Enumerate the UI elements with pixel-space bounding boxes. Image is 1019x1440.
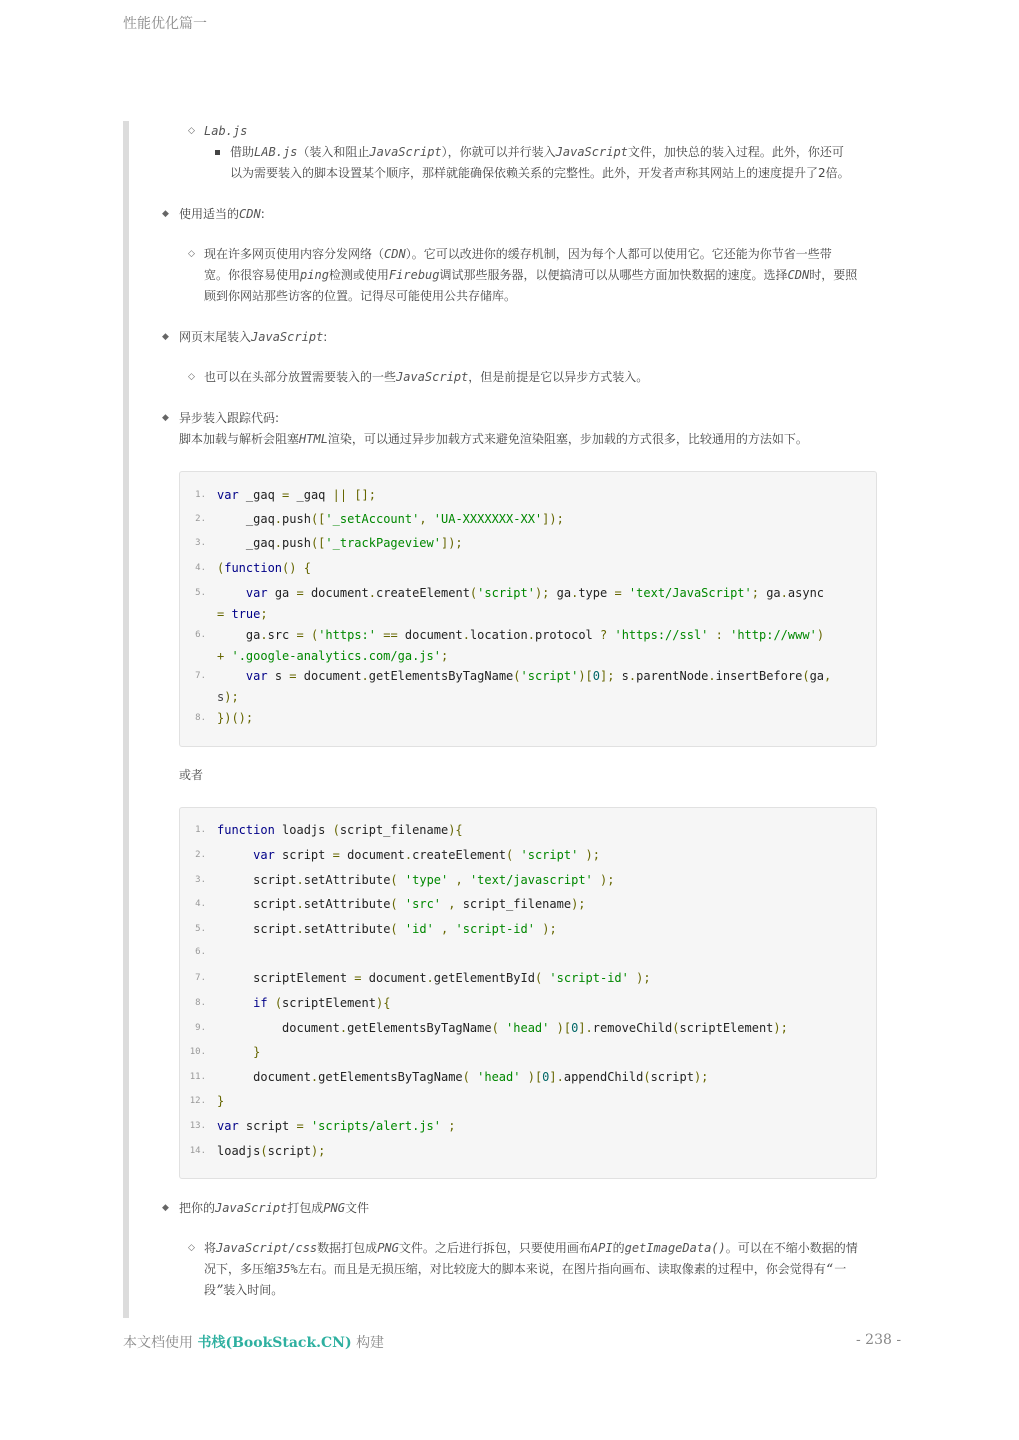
- line-number: 6.: [195, 947, 206, 957]
- lab-desc-line-2: 以为需要装入的脚本设置某个顺序，那样就能确保依赖关系的完整性。此外，开发者声称其网站上的速度提升了2倍。: [230, 166, 850, 180]
- code-line: document.getElementsByTagName( 'head' )[0].appendChild(script);: [217, 1070, 709, 1084]
- lab-item: Lab.js: [204, 124, 248, 138]
- bullet-diamond-icon: ◇: [188, 126, 195, 136]
- png-desc-line-3: 段”装入时间。: [204, 1283, 284, 1297]
- code-line: script.setAttribute( 'src' , script_filename);: [217, 897, 586, 911]
- line-number: 4.: [195, 563, 206, 573]
- code-line: var s = document.getElementsByTagName('script')[0]; s.parentNode.insertBefore(ga,: [245, 669, 832, 683]
- code-line: script.setAttribute( 'type' , 'text/javascript' );: [217, 873, 615, 887]
- line-number: 8.: [195, 713, 206, 723]
- lab-desc-line-1: 借助LAB.js（装入和阻止JavaScript），你就可以并行装入JavaScript文件，加快总的装入过程。此外，你还可: [230, 145, 844, 159]
- code-line: (function() {: [217, 561, 311, 575]
- bullet-diamond-icon: ◆: [162, 413, 169, 423]
- bullet-diamond-icon: ◇: [188, 1243, 195, 1253]
- code-line: document.getElementsByTagName( 'head' )[0].removeChild(scriptElement);: [217, 1021, 788, 1035]
- line-number: 3.: [195, 875, 206, 885]
- code-line: if (scriptElement){: [253, 996, 391, 1010]
- line-number: 1.: [195, 825, 206, 835]
- cdn-title: 使用适当的CDN:: [179, 207, 265, 221]
- footer-credit: [123, 1332, 384, 1352]
- code-line: script.setAttribute( 'id' , 'script-id' );: [217, 922, 557, 936]
- code-line: var script = document.createElement( 'script' );: [253, 848, 600, 862]
- code-line: ga.src = ('https:' == document.location.protocol ? 'https://ssl' : 'http://www'): [217, 628, 825, 642]
- async-title: 异步装入跟踪代码:: [179, 411, 280, 425]
- code-line: _gaq.push(['_setAccount', 'UA-XXXXXXX-XX']);: [217, 512, 564, 526]
- footer-brand-link[interactable]: 书栈(BookStack.CN): [197, 1335, 352, 1351]
- line-number: 6.: [195, 630, 206, 640]
- bullet-diamond-icon: ◆: [162, 209, 169, 219]
- code-block-2: [179, 807, 877, 1179]
- end-js-desc: 也可以在头部分放置需要装入的一些JavaScript，但是前提是它以异步方式装入。: [204, 370, 649, 384]
- line-number: 14.: [189, 1146, 206, 1156]
- line-number: 7.: [195, 973, 206, 983]
- footer-prefix: 本文档使用: [123, 1335, 193, 1351]
- line-number: 4.: [195, 899, 206, 909]
- cdn-desc-line-2: 宽。你很容易使用ping检测或使用Firebug调试那些服务器，以便搞清可以从哪些方面加快数据的速度。选择CDN时，要照: [204, 268, 858, 282]
- png-title: 把你的JavaScript打包成PNG文件: [179, 1201, 369, 1215]
- page-number: - 238 -: [856, 1332, 902, 1348]
- code-line: }: [253, 1045, 261, 1059]
- bullet-diamond-icon: ◇: [188, 249, 195, 259]
- code-block-1: [179, 471, 877, 747]
- code-line: function loadjs (script_filename){: [217, 823, 463, 837]
- code-line: loadjs(script);: [217, 1144, 326, 1158]
- code-line: var _gaq = _gaq || [];: [217, 488, 377, 502]
- line-number: 10.: [189, 1047, 206, 1057]
- line-number: 3.: [195, 538, 206, 548]
- line-number: 7.: [195, 671, 206, 681]
- cdn-desc-line-3: 顾到你网站那些访客的位置。记得尽可能使用公共存储库。: [204, 289, 517, 303]
- code-line: })();: [217, 711, 254, 725]
- code-line-cont: = true;: [217, 607, 268, 621]
- code-line: _gaq.push(['_trackPageview']);: [217, 536, 463, 550]
- end-js-title: 网页末尾装入JavaScript:: [179, 330, 328, 344]
- page-header-title: 性能优化篇一: [123, 16, 207, 32]
- async-desc: 脚本加载与解析会阻塞HTML渲染，可以通过异步加载方式来避免渲染阻塞，步加载的方式很多，比较通用的方法如下。: [179, 432, 808, 446]
- bullet-diamond-icon: ◆: [162, 332, 169, 342]
- line-number: 12.: [189, 1096, 206, 1106]
- line-number: 8.: [195, 998, 206, 1008]
- code-line-cont: + '.google-analytics.com/ga.js';: [217, 649, 449, 663]
- cdn-desc-line-1: 现在许多网页使用内容分发网络（CDN）。它可以改进你的缓存机制，因为每个人都可以使用它。它还能为你节省一些带: [204, 247, 832, 261]
- line-number: 1.: [195, 490, 206, 500]
- line-number: 5.: [195, 924, 206, 934]
- or-text: 或者: [179, 768, 204, 782]
- code-line: var script = 'scripts/alert.js' ;: [217, 1119, 456, 1133]
- code-line: }: [217, 1094, 225, 1108]
- line-number: 13.: [189, 1121, 206, 1131]
- png-desc-line-1: 将JavaScript/css数据打包成PNG文件。之后进行拆包，只要使用画布API的getImageData()。可以在不缩小数据的情: [204, 1241, 858, 1255]
- bullet-diamond-icon: ◇: [188, 372, 195, 382]
- line-number: 11.: [189, 1072, 206, 1082]
- line-number: 9.: [195, 1023, 206, 1033]
- code-line-cont: s);: [217, 690, 239, 704]
- code-line: scriptElement = document.getElementById( 'script-id' );: [217, 971, 651, 985]
- line-number: 5.: [195, 588, 206, 598]
- png-desc-line-2: 况下，多压缩35%左右。而且是无损压缩，对比较庞大的脚本来说，在图片指向画布、读取像素的过程中，你会觉得有“一: [204, 1262, 845, 1276]
- bullet-square-icon: [215, 150, 220, 155]
- code-line: var ga = document.createElement('script'); ga.type = 'text/JavaScript'; ga.async: [245, 586, 825, 600]
- bullet-diamond-icon: ◆: [162, 1203, 169, 1213]
- line-number: 2.: [195, 850, 206, 860]
- footer-suffix: 构建: [356, 1335, 385, 1351]
- line-number: 2.: [195, 514, 206, 524]
- blockquote-bar: [123, 121, 129, 1318]
